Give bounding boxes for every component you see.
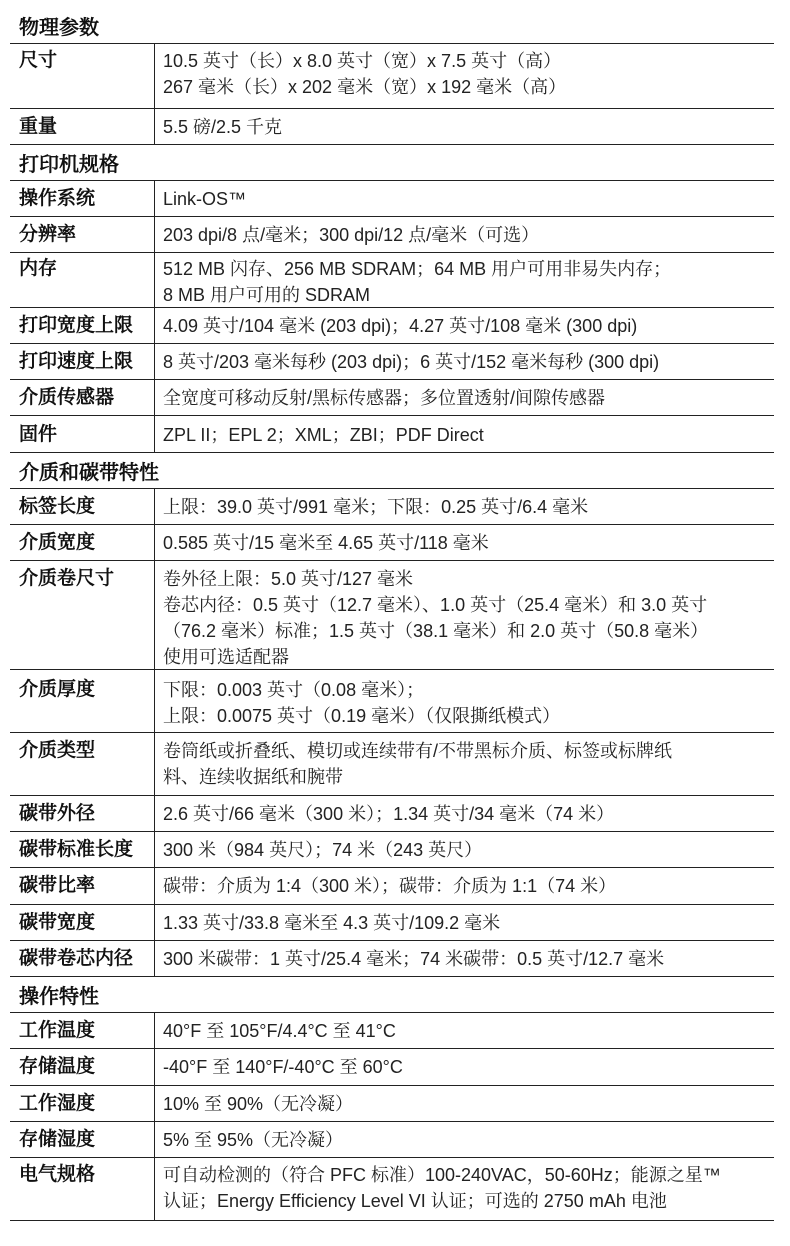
spec-value-line: 卷外径上限：5.0 英寸/127 毫米: [163, 569, 414, 589]
spec-value: [155, 733, 774, 795]
spec-label: 工作湿度: [10, 1086, 155, 1121]
spec-value-line: 使用可选适配器: [163, 647, 289, 667]
spec-value-line: 203 dpi/8 点/毫米；300 dpi/12 点/毫米（可选）: [163, 225, 540, 245]
spec-label: 碳带比率: [10, 868, 155, 904]
spec-row: [10, 1013, 774, 1049]
spec-row: [10, 1158, 774, 1221]
spec-row: [10, 670, 774, 733]
spec-value-line: 512 MB 闪存、256 MB SDRAM；64 MB 用户可用非易失内存；: [163, 259, 672, 279]
spec-label: 重量: [10, 109, 155, 144]
spec-value-line: 卷芯内径：0.5 英寸（12.7 毫米）、1.0 英寸（25.4 毫米）和 3.0 英寸: [163, 595, 708, 615]
spec-value-line: 2.6 英寸/66 毫米（300 米）；1.34 英寸/34 毫米（74 米）: [163, 804, 615, 824]
spec-value-line: Link-OS™: [163, 189, 247, 209]
spec-label: 打印宽度上限: [10, 308, 155, 343]
spec-value: [155, 868, 774, 904]
spec-value: [155, 344, 774, 379]
spec-value-line: 料、连续收据纸和腕带: [163, 767, 343, 787]
spec-value-line: 上限：0.0075 英寸（0.19 毫米）（仅限撕纸模式）: [163, 706, 561, 726]
spec-label: 介质传感器: [10, 380, 155, 415]
spec-value-line: 下限：0.003 英寸（0.08 毫米）；: [163, 680, 425, 700]
spec-value-line: 10.5 英寸（长）x 8.0 英寸（宽）x 7.5 英寸（高）: [163, 51, 562, 71]
spec-value: [155, 670, 774, 732]
spec-value-line: 可自动检测的（符合 PFC 标准）100-240VAC，50-60Hz；能源之星™: [163, 1165, 721, 1185]
spec-value: [155, 1122, 774, 1157]
spec-value: [155, 1158, 774, 1220]
section-header: 介质和碳带特性: [10, 453, 774, 489]
spec-value-line: 10% 至 90%（无冷凝）: [163, 1094, 354, 1114]
spec-label: 存储温度: [10, 1049, 155, 1085]
spec-row: [10, 44, 774, 109]
spec-row: [10, 1049, 774, 1086]
spec-label: 电气规格: [10, 1158, 155, 1220]
spec-value-line: 300 米碳带：1 英寸/25.4 毫米；74 米碳带：0.5 英寸/12.7 毫米: [163, 949, 665, 969]
spec-value: [155, 905, 774, 940]
spec-label: 介质厚度: [10, 670, 155, 732]
spec-row: [10, 1086, 774, 1122]
spec-value: [155, 525, 774, 560]
spec-label: 分辨率: [10, 217, 155, 252]
spec-value-line: 0.585 英寸/15 毫米至 4.65 英寸/118 毫米: [163, 533, 489, 553]
spec-value: [155, 1013, 774, 1048]
spec-value: [155, 217, 774, 252]
section-header: 操作特性: [10, 977, 774, 1013]
spec-value-line: 认证；Energy Efficiency Level VI 认证；可选的 2750 mAh 电池: [163, 1191, 667, 1211]
spec-row: [10, 796, 774, 832]
spec-label: 存储湿度: [10, 1122, 155, 1157]
spec-label: 打印速度上限: [10, 344, 155, 379]
spec-value-line: 5% 至 95%（无冷凝）: [163, 1130, 344, 1150]
spec-label: 标签长度: [10, 489, 155, 524]
spec-value-line: 卷筒纸或折叠纸、模切或连续带有/不带黑标介质、标签或标牌纸: [163, 741, 672, 761]
spec-table: [10, 8, 774, 1221]
spec-value: [155, 832, 774, 867]
spec-label: 碳带外径: [10, 796, 155, 831]
spec-label: 工作温度: [10, 1013, 155, 1048]
spec-label: 介质卷尺寸: [10, 561, 155, 669]
spec-label: 内存: [10, 253, 155, 307]
spec-row: [10, 525, 774, 561]
spec-value: [155, 1049, 774, 1085]
spec-row: [10, 217, 774, 253]
spec-row: [10, 905, 774, 941]
spec-row: [10, 733, 774, 796]
spec-row: [10, 941, 774, 977]
spec-value-line: 上限：39.0 英寸/991 毫米；下限：0.25 英寸/6.4 毫米: [163, 497, 589, 517]
spec-label: 介质类型: [10, 733, 155, 795]
spec-value-line: 40°F 至 105°F/4.4°C 至 41°C: [163, 1021, 396, 1041]
spec-row: [10, 308, 774, 344]
spec-row: [10, 253, 774, 308]
spec-row: [10, 832, 774, 868]
spec-value-line: ZPL II；EPL 2；XML；ZBI；PDF Direct: [163, 425, 484, 445]
spec-value: [155, 253, 774, 307]
section-header: 打印机规格: [10, 145, 774, 181]
spec-label: 操作系统: [10, 181, 155, 216]
spec-value-line: 300 米（984 英尺）；74 米（243 英尺）: [163, 840, 483, 860]
spec-value-line: -40°F 至 140°F/-40°C 至 60°C: [163, 1057, 403, 1077]
spec-value: [155, 181, 774, 216]
spec-value-line: 1.33 英寸/33.8 毫米至 4.3 英寸/109.2 毫米: [163, 913, 501, 933]
spec-row: [10, 344, 774, 380]
spec-value: [155, 380, 774, 415]
spec-value-line: 267 毫米（长）x 202 毫米（宽）x 192 毫米（高）: [163, 77, 567, 97]
spec-row: [10, 380, 774, 416]
spec-value: [155, 44, 774, 108]
spec-label: 尺寸: [10, 44, 155, 108]
spec-value: [155, 489, 774, 524]
spec-value-line: （76.2 毫米）标准；1.5 英寸（38.1 毫米）和 2.0 英寸（50.8 毫米）: [163, 621, 709, 641]
spec-value: [155, 796, 774, 831]
spec-label: 碳带标准长度: [10, 832, 155, 867]
spec-value: [155, 1086, 774, 1121]
spec-row: [10, 1122, 774, 1158]
spec-value-line: 8 英寸/203 毫米每秒 (203 dpi)；6 英寸/152 毫米每秒 (300 dpi): [163, 352, 660, 372]
spec-value: [155, 308, 774, 343]
spec-row: [10, 109, 774, 145]
spec-value-line: 8 MB 用户可用的 SDRAM: [163, 285, 371, 305]
spec-label: 碳带宽度: [10, 905, 155, 940]
spec-label: 介质宽度: [10, 525, 155, 560]
spec-row: [10, 561, 774, 670]
spec-value-line: 碳带：介质为 1:4（300 米）；碳带：介质为 1:1（74 米）: [163, 876, 617, 896]
spec-row: [10, 416, 774, 453]
spec-row: [10, 489, 774, 525]
spec-value: [155, 416, 774, 452]
section-header: 物理参数: [10, 8, 774, 44]
spec-value: [155, 941, 774, 976]
spec-value-line: 5.5 磅/2.5 千克: [163, 117, 283, 137]
spec-row: [10, 868, 774, 905]
spec-value: [155, 109, 774, 144]
spec-value-line: 全宽度可移动反射/黑标传感器；多位置透射/间隙传感器: [163, 388, 605, 408]
spec-label: 固件: [10, 416, 155, 452]
spec-value: [155, 561, 774, 669]
spec-value-line: 4.09 英寸/104 毫米 (203 dpi)；4.27 英寸/108 毫米 (300 dpi): [163, 316, 638, 336]
spec-row: [10, 181, 774, 217]
spec-label: 碳带卷芯内径: [10, 941, 155, 976]
